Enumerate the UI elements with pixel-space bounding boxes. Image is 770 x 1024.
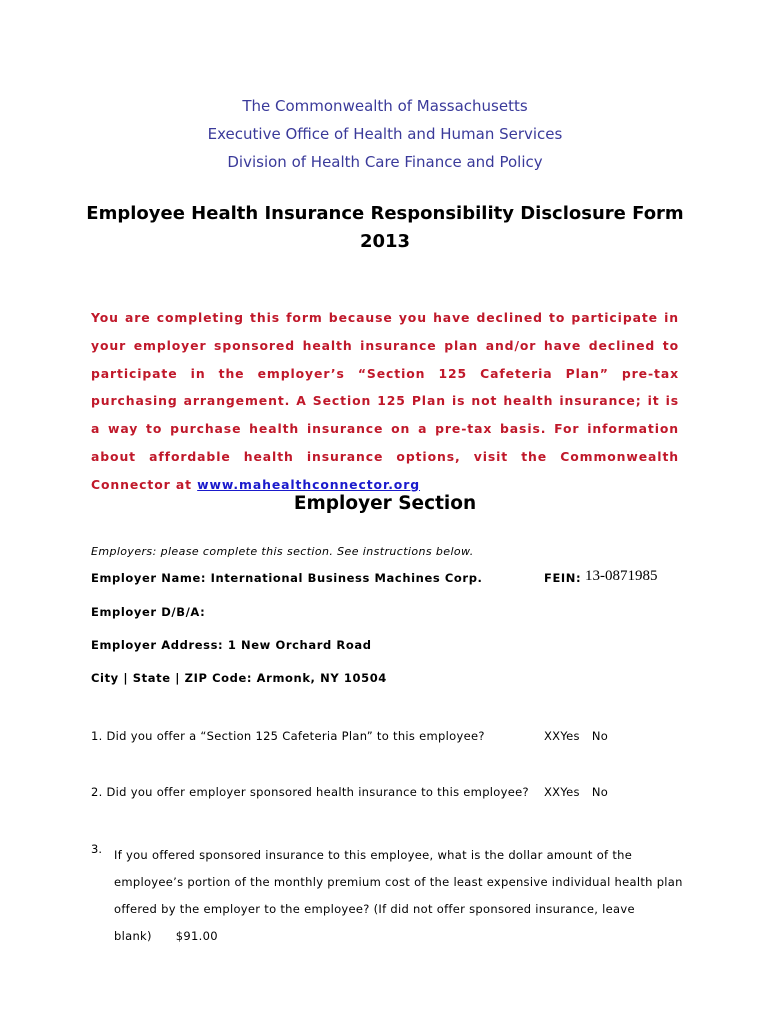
fein-value: 13-0871985 <box>585 568 658 584</box>
form-year: 2013 <box>359 231 411 252</box>
question-2-no: No <box>591 785 609 799</box>
question-3 <box>114 842 684 950</box>
employer-address-field <box>91 638 372 652</box>
question-1: 1. Did you offer a “Section 125 Cafeteria Plan” to this employee? <box>91 729 485 743</box>
agency-name: The Commonwealth of Massachusetts <box>242 97 528 115</box>
question-1-no: No <box>591 729 609 743</box>
employer-city-field <box>91 671 387 685</box>
employer-section-heading: Employer Section <box>293 493 477 514</box>
premium-amount: $91.00 <box>175 929 218 943</box>
executive-office-name: Executive Office of Health and Human Services <box>207 125 563 143</box>
employer-instructions: Employers: please complete this section. See instructions below. <box>91 545 474 558</box>
employer-city-value: Armonk, NY 10504 <box>256 671 387 685</box>
connector-link[interactable]: www.mahealthconnector.org <box>197 476 421 492</box>
notice-text: You are completing this form because you have declined to participate in your employer sponsored health insurance plan and/or have declined to participate in the employer’s “Section 125 Cafeteria Plan” pre-tax purchasing arrangement. A Section 125 Plan is not health insurance; it is a way to purchase health insurance on a pre-tax basis. For information about affordable health insurance options, visit the Commonwealth Connector at <box>91 310 679 492</box>
question-1-yes: XXYes <box>544 729 580 743</box>
question-2-answer <box>544 785 608 799</box>
employer-name-value: International Business Machines Corp. <box>210 571 483 585</box>
question-3-text: If you offered sponsored insurance to this employee, what is the dollar amount of the employee’s portion of the monthly premium cost of the least expensive individual health plan offered by the employer to the employee? (If did not offer sponsored insurance, leave blank) <box>114 848 683 943</box>
fein-label: FEIN: <box>544 571 582 585</box>
employer-name-label: Employer Name: <box>91 571 207 585</box>
employer-address-label: Employer Address: <box>91 638 224 652</box>
division-name: Division of Health Care Finance and Policy <box>227 153 543 171</box>
employer-address-value: 1 New Orchard Road <box>227 638 372 652</box>
notice-paragraph <box>91 304 679 499</box>
employer-name-field <box>91 571 483 585</box>
question-2: 2. Did you offer employer sponsored health insurance to this employee? <box>91 785 529 799</box>
employer-city-label: City | State | ZIP Code: <box>91 671 253 685</box>
employer-dba-label: Employer D/B/A: <box>91 605 206 619</box>
question-2-yes: XXYes <box>544 785 580 799</box>
question-1-answer <box>544 729 608 743</box>
question-3-number: 3. <box>91 842 102 856</box>
form-title: Employee Health Insurance Responsibility Disclosure Form <box>86 203 684 224</box>
